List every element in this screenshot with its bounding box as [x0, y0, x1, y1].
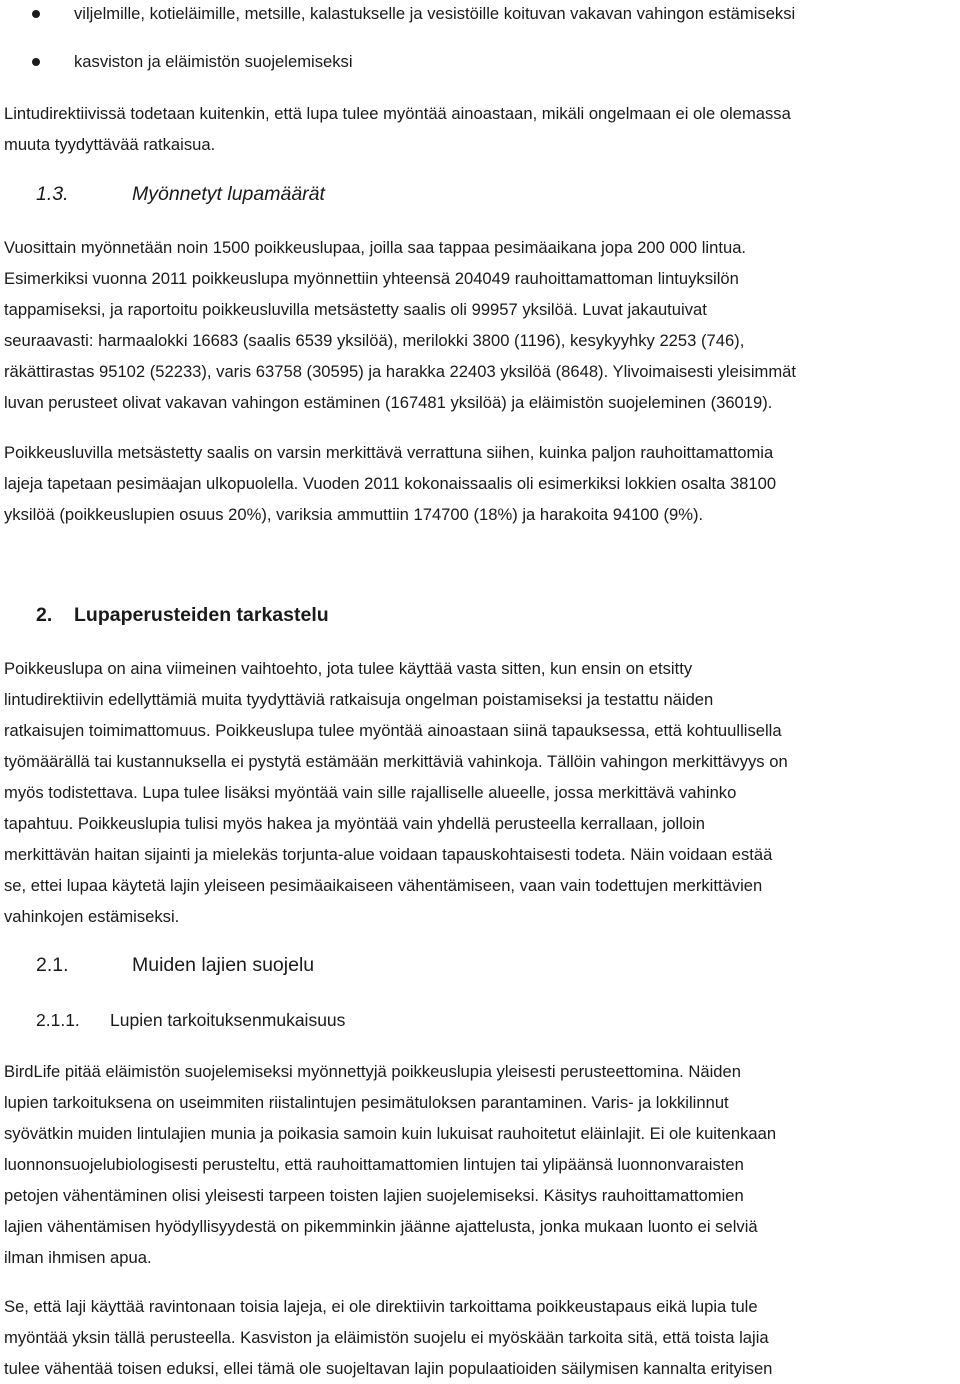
text-line: Esimerkiksi vuonna 2011 poikkeuslupa myönnettiin yhteensä 204049 rauhoittamattoman lintuyksilön — [4, 269, 739, 288]
text-line: lintudirektiivin edellyttämiä muita tyydyttäviä ratkaisuja ongelman poistamiseksi ja testattu näiden — [4, 690, 714, 709]
section-title-2-1 — [132, 954, 314, 977]
text-line: Se, että laji käyttää ravintonaan toisia lajeja, ei ole direktiivin tarkoittama poikkeustapaus eikä lupia tule — [4, 1297, 758, 1316]
section-title: Muiden lajien suojelu — [132, 954, 315, 976]
bullet-dot-icon — [32, 58, 40, 66]
section-title-2-1-1 — [110, 1010, 345, 1031]
text-line: yksilöä (poikkeuslupien osuus 20%), variksia ammuttiin 174700 (18%) ja harakoita 94100 (9%). — [4, 505, 704, 524]
text-line: lajien vähentämisen hyödyllisyydestä on pikemminkin jäänne ajattelusta, jonka mukaan luonto ei selviä — [4, 1217, 758, 1236]
text-line: tapahtuu. Poikkeuslupia tulisi myös hakea ja myöntää vain yhdellä perusteella kerrallaan, jolloin — [4, 814, 706, 833]
text-line: luvan perusteet olivat vakavan vahingon estäminen (167481 yksilöä) ja eläimistön suojeleminen (36019). — [4, 393, 773, 412]
section-title-2 — [74, 604, 329, 627]
text-line: se, ettei lupaa käytetä lajin yleiseen pesimäaikaiseen vähentämiseen, vaan vain todettujen merkittävien — [4, 876, 763, 895]
section-number: 2.1. — [36, 954, 69, 976]
text-line: petojen vähentäminen olisi yleisesti tarpeen toisten lajien suojelemiseksi. Käsitys rauhoittamattomien — [4, 1186, 744, 1205]
text-line: ilman ihmisen apua. — [4, 1248, 152, 1267]
section-number-2-1-1 — [36, 1010, 80, 1031]
text-line: muuta tyydyttävää ratkaisua. — [4, 135, 216, 154]
text-line: syövätkin muiden lintulajien munia ja poikasia samoin kuin lukuisat rauhoitetut eläinlajit. Ei ole kuitenkaan — [4, 1124, 777, 1143]
section-number-2-1 — [36, 954, 69, 977]
text-line: merkittävän haitan sijainti ja mielekäs torjunta-alue voidaan tapauskohtaisesti todeta. Näin voidaan estää — [4, 845, 773, 864]
bullet-dot-icon — [32, 10, 40, 18]
text-line: luonnonsuojelubiologisesti perusteltu, että rauhoittamattomien lintujen tai ylipäänsä luonnonvaraisten — [4, 1155, 744, 1174]
section-number: 1.3. — [36, 183, 69, 205]
text-line: työmäärällä tai kustannuksella ei pystytä estämään merkittäviä vahinkoja. Tällöin vahingon merkittävyys on — [4, 752, 788, 771]
paragraph-2-1-1-a — [4, 1056, 956, 1273]
text-line: vahinkojen estämiseksi. — [4, 907, 180, 926]
section-title-1-3 — [132, 183, 325, 206]
section-number: 2.1.1. — [36, 1010, 80, 1030]
section-heading-1-3 — [36, 183, 69, 206]
text-line: ratkaisujen toimimattomuus. Poikkeuslupa tulee myöntää ainoastaan siinä tapauksessa, että kohtuullisella — [4, 721, 782, 740]
bullet-text: viljelmille, kotieläimille, metsille, kalastukselle ja vesistöille koituvan vakavan vahingon estämiseksi — [74, 4, 796, 23]
bullet-text: kasviston ja eläimistön suojelemiseksi — [74, 52, 353, 71]
paragraph-intro — [4, 98, 956, 160]
paragraph-1-3-a — [4, 232, 956, 418]
section-title: Lupaperusteiden tarkastelu — [74, 604, 329, 626]
text-line: tappamiseksi, ja raportoitu poikkeusluvilla metsästetty saalis oli 99957 yksilöä. Luvat jakautuivat — [4, 300, 707, 319]
section-title: Lupien tarkoituksenmukaisuus — [110, 1010, 346, 1030]
text-line: seuraavasti: harmaalokki 16683 (saalis 6539 yksilöä), merilokki 3800 (1196), kesykyyhky 2253 (746), — [4, 331, 745, 350]
section-number-2 — [36, 604, 52, 627]
paragraph-2-1-1-b — [4, 1291, 956, 1384]
text-line: lupien tarkoituksena on useimmiten riistalintujen pesimätuloksen parantaminen. Varis- ja lokkilinnut — [4, 1093, 729, 1112]
text-line: Vuosittain myönnetään noin 1500 poikkeuslupaa, joilla saa tappaa pesimäaikana jopa 200 000 lintua. — [4, 238, 747, 257]
text-line: Poikkeuslupa on aina viimeinen vaihtoehto, jota tulee käyttää vasta sitten, kun ensin on etsitty — [4, 659, 693, 678]
section-title: Myönnetyt lupamäärät — [132, 183, 325, 205]
text-line: Lintudirektiivissä todetaan kuitenkin, että lupa tulee myöntää ainoastaan, mikäli ongelmaan ei ole olemassa — [4, 104, 791, 123]
text-line: Poikkeusluvilla metsästetty saalis on varsin merkittävä verrattuna siihen, kuinka paljon rauhoittamattomia — [4, 443, 774, 462]
text-line: myöntää yksin tällä perusteella. Kasviston ja eläimistön suojelu ei myöskään tarkoita sitä, että toista lajia — [4, 1328, 769, 1347]
section-number: 2. — [36, 604, 53, 626]
text-line: myös todistettava. Lupa tulee lisäksi myöntää vain sille rajalliselle alueelle, jossa merkittävä vahinko — [4, 783, 737, 802]
text-line: räkättirastas 95102 (52233), varis 63758 (30595) ja harakka 22403 yksilöä (8648). Ylivoimaisesti yleisimmät — [4, 362, 796, 381]
text-line: tulee vähentää toisen eduksi, ellei tämä ole suojeltavan lajin populaatioiden säilymisen kannalta erityisen — [4, 1359, 773, 1378]
paragraph-2 — [4, 653, 956, 932]
paragraph-1-3-b — [4, 437, 956, 530]
text-line: lajeja tapetaan pesimäajan ulkopuolella. Vuoden 2011 kokonaissaalis oli esimerkiksi lokkien osalta 38100 — [4, 474, 777, 493]
text-line: BirdLife pitää eläimistön suojelemiseksi myönnettyjä poikkeuslupia yleisesti perusteettomina. Näiden — [4, 1062, 741, 1081]
